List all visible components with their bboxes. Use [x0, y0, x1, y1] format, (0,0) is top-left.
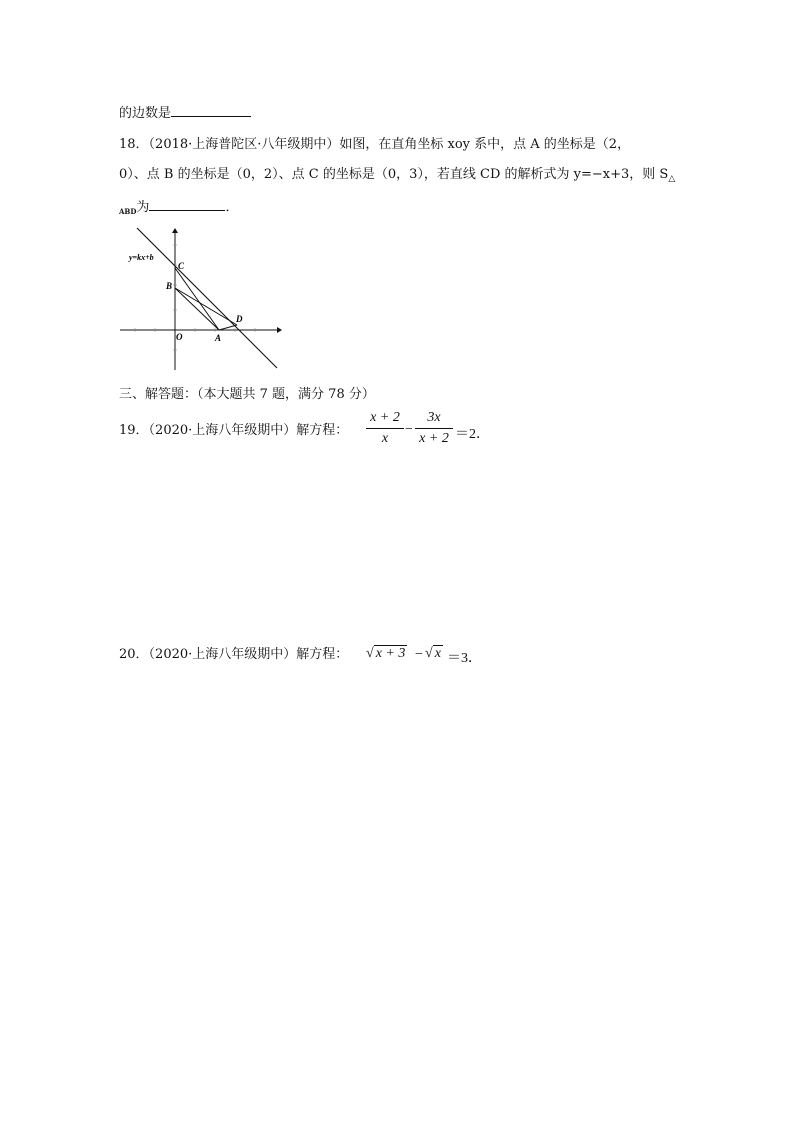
fraction-bar — [415, 428, 453, 429]
q17-tail-text: 的边数是 — [119, 106, 172, 121]
triangle-subscript: ABD — [119, 207, 137, 216]
section-3-title: 三、解答题：（本大题共 7 题，满分 78 分） — [119, 387, 375, 402]
segment-ca — [175, 268, 219, 330]
y-axis-arrow — [172, 228, 178, 233]
q19-fraction-2-denominator: x + 2 — [419, 431, 449, 446]
q19-minus: − — [405, 422, 413, 437]
q18-line-3-text: 为 — [136, 200, 150, 215]
segment-bd — [175, 288, 237, 325]
q19-fraction-2-numerator: 3x — [427, 410, 441, 425]
q18-line-2 — [119, 167, 675, 187]
triangle-symbol: △ — [668, 174, 676, 184]
q19-fraction-1-denominator: x — [381, 431, 389, 446]
segment-ba — [175, 288, 219, 330]
answer-blank[interactable] — [149, 198, 225, 211]
point-b-label: B — [166, 281, 173, 291]
line-label: y=kx+b — [129, 253, 154, 262]
q17-tail — [119, 104, 251, 122]
q19-fraction-1 — [366, 410, 404, 447]
coordinate-figure — [115, 225, 285, 375]
q18-line-1: 18．（2018·上海普陀区·八年级期中）如图，在直角坐标 xoy 系中，点 A 的坐标是（2， — [119, 137, 631, 152]
line-cd — [137, 228, 277, 368]
q19-prefix: 19．（2020·上海八年级期中）解方程： — [119, 423, 349, 438]
q18-end: ． — [225, 200, 239, 215]
q20-rhs: ＝3． — [447, 651, 482, 666]
answer-blank[interactable] — [171, 104, 251, 117]
q20-sqrt-1 — [366, 645, 407, 662]
q19-rhs: ＝2． — [455, 427, 490, 442]
fraction-bar — [366, 428, 404, 429]
radical-sign: √ — [366, 646, 374, 661]
q18-line-3 — [119, 198, 238, 220]
q19-fraction-1-numerator: x + 2 — [370, 410, 400, 425]
x-axis-arrow — [277, 327, 282, 333]
q20-prefix: 20．（2020·上海八年级期中）解方程： — [119, 647, 349, 662]
q19-fraction-2 — [415, 410, 453, 447]
point-a-label: A — [215, 333, 222, 343]
q18-line-2-text: 0）、点 B 的坐标是（0，2）、点 C 的坐标是（0，3），若直线 CD 的解析式为 y=−x+3，则 S — [119, 167, 669, 182]
q20-minus: − — [415, 647, 423, 662]
point-c-label: C — [178, 261, 185, 271]
q20-sqrt-2 — [425, 645, 443, 662]
point-d-label: D — [236, 314, 243, 324]
q20-sqrt-2-radicand: x — [434, 646, 441, 661]
segment-ad — [219, 325, 237, 330]
point-o-label: O — [176, 332, 183, 342]
q20-sqrt-1-radicand: x + 3 — [375, 646, 406, 661]
radical-sign: √ — [425, 646, 433, 661]
